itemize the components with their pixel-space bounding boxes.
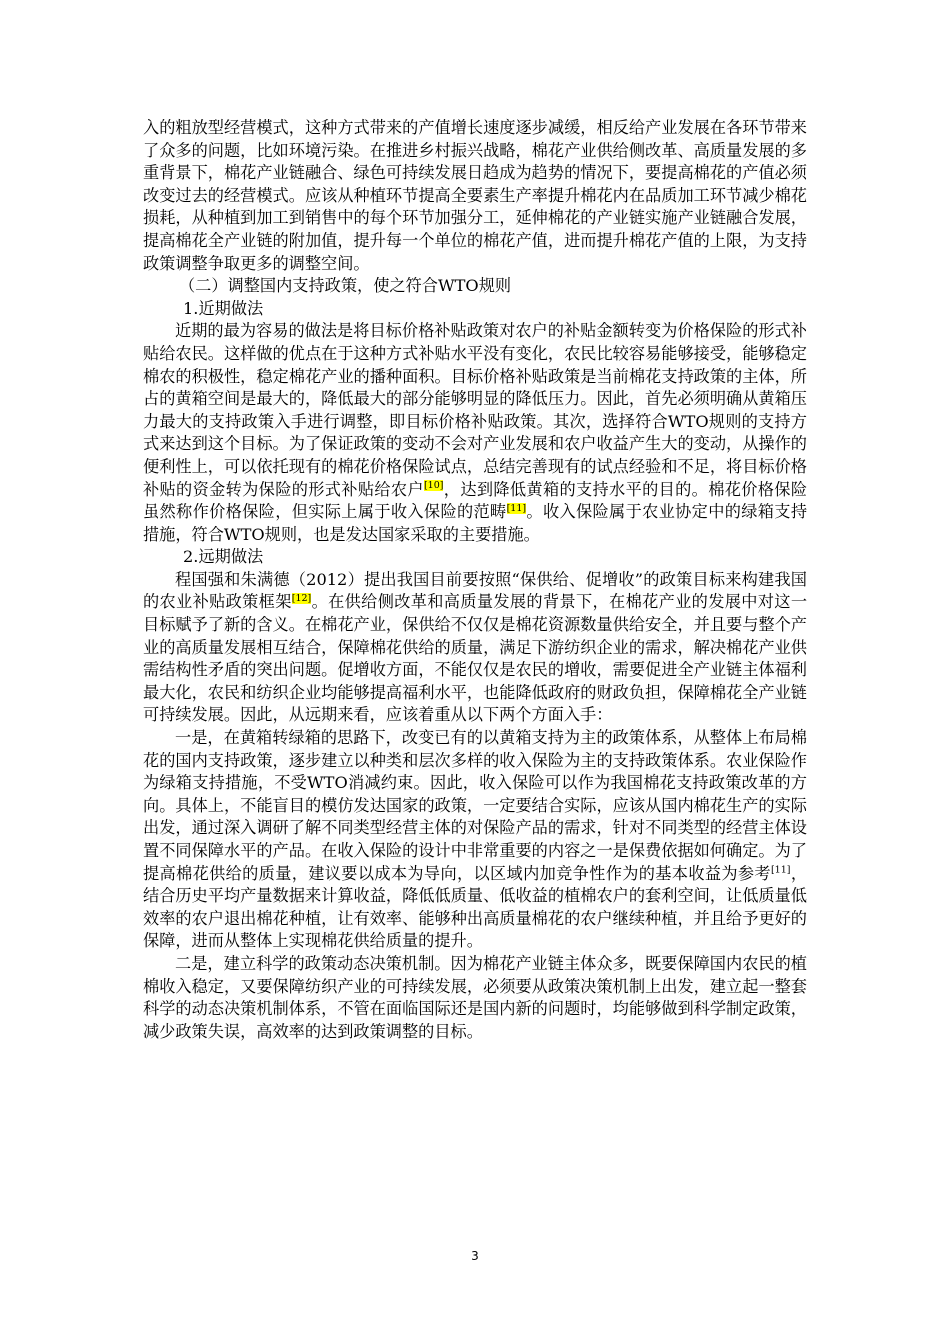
- paragraph-text: 一是，在黄箱转绿箱的思路下，改变已有的以黄箱支持为主的政策体系，从整体上布局棉花的国内支持政策，逐步建立以种类和层次多样的收入保险为主的支持政策体系。农业保险作为绿箱支持措施，不受WTO消减约束。因此，收入保险可以作为我国棉花支持政策改革的方向。具体上，不能盲目的模仿发达国家的政策，一定要结合实际，应该从国内棉花生产的实际出发，通过深入调研了解不同类型经营主体的对保险产品的需求，针对不同类型的经营主体设置不同保障水平的产品。在收入保险的设计中非常重要的内容之一是保费依据如何确定。为了提高棉花供给的质量，建议要以成本为导向，以区域内加竞争性作为的基本收益为参考: [143, 728, 807, 883]
- citation-marker[interactable]: [11]: [506, 502, 527, 514]
- paragraph-text: 。收入保险属于农业协定中的绿箱支持措施，符合WTO规则，也是发达国家采取的主要措施。: [143, 502, 808, 544]
- paragraph-continuation: 入的粗放型经营模式，这种方式带来的产值增长速度逐步减缓，相反给产业发展在各环节带来了众多的问题，比如环境污染。在推进乡村振兴战略，棉花产业供给侧改革、高质量发展的多重背景下，棉花产业链融合、绿色可持续发展日趋成为趋势的情况下，要提高棉花的产值必须改变过去的经营模式。应该从种植环节提高全要素生产率提升棉花内在品质加工环节减少棉花损耗，从种植到加工到销售中的每个环节加强分工，延伸棉花的产业链实施产业链融合发展，提高棉花全产业链的附加值，提升每一个单位的棉花产值，进而提升棉花产值的上限，为支持政策调整争取更多的调整空间。: [143, 118, 807, 273]
- paragraph-point-two: 二是，建立科学的政策动态决策机制。因为棉花产业链主体众多，既要保障国内农民的植棉收入稳定，又要保障纺织产业的可持续发展，必须要从政策决策机制上出发，建立起一整套科学的动态决策机制体系，不管在面临国际还是国内新的问题时，均能够做到科学制定政策，减少政策失误，高效率的达到政策调整的目标。: [143, 953, 807, 1041]
- citation-marker[interactable]: [11]: [770, 864, 791, 876]
- paragraph-point-one: [143, 727, 807, 953]
- paragraph-near-term: [143, 320, 807, 546]
- citation-marker[interactable]: [12]: [291, 593, 312, 605]
- subsection-heading-near-term: 1.近期做法: [183, 298, 264, 318]
- page-number: 3: [471, 1249, 479, 1263]
- section-heading-2: （二）调整国内支持政策，使之符合WTO规则: [179, 276, 512, 296]
- body-text: [143, 117, 807, 1043]
- paragraph-text: ，结合历史平均产量数据来计算收益，降低低质量、低收益的植棉农户的套利空间，让低质量低效率的农户退出棉花种植，让有效率、能够种出高质量棉花的农户继续种植，并且给予更好的保障，进而从整体上实现棉花供给质量的提升。: [143, 863, 808, 951]
- paragraph-text: 。在供给侧改革和高质量发展的背景下，在棉花产业的发展中对这一目标赋予了新的含义。在棉花产业，保供给不仅仅是棉花资源数量供给安全，并且要与整个产业的高质量发展相互结合，保障棉花供给的质量，满足下游纺织企业的需求，解决棉花产业供需结构性矛盾的突出问题。促增收方面，不能仅仅是农民的增收，需要促进全产业链主体福利最大化，农民和纺织企业均能够提高福利水平，也能降低政府的财政负担，保障棉花全产业链可持续发展。因此，从远期来看，应该着重从以下两个方面入手：: [143, 592, 808, 725]
- paragraph-text: ，达到降低黄箱的支持水平的目的。棉花价格保险虽然称作价格保险，但实际上属于收入保险的范畴: [143, 479, 808, 522]
- paragraph-long-term: [143, 569, 807, 727]
- subsection-heading-long-term: 2.远期做法: [183, 547, 264, 567]
- citation-marker[interactable]: [10]: [423, 480, 444, 492]
- paragraph-text: 程国强和朱满德（2012）提出我国目前要按照“保供给、促增收”的政策目标来构建我国的农业补贴政策框架: [143, 569, 807, 612]
- paragraph-text: 近期的最为容易的做法是将目标价格补贴政策对农户的补贴金额转变为价格保险的形式补贴给农民。这样做的优点在于这种方式补贴水平没有变化，农民比较容易能够接受，能够稳定棉农的积极性，稳定棉花产业的播种面积。目标价格补贴政策是当前棉花支持政策的主体，所占的黄箱空间是最大的，降低最大的部分能够明显的降低压力。因此，首先必须明确从黄箱压力最大的支持政策入手进行调整，即目标价格补贴政策。其次，选择符合WTO规则的支持方式来达到这个目标。为了保证政策的变动不会对产业发展和农户收益产生大的变动，从操作的便利性上，可以依托现有的棉花价格保险试点，总结完善现有的试点经验和不足，将目标价格补贴的资金转为保险的形式补贴给农户: [143, 321, 807, 499]
